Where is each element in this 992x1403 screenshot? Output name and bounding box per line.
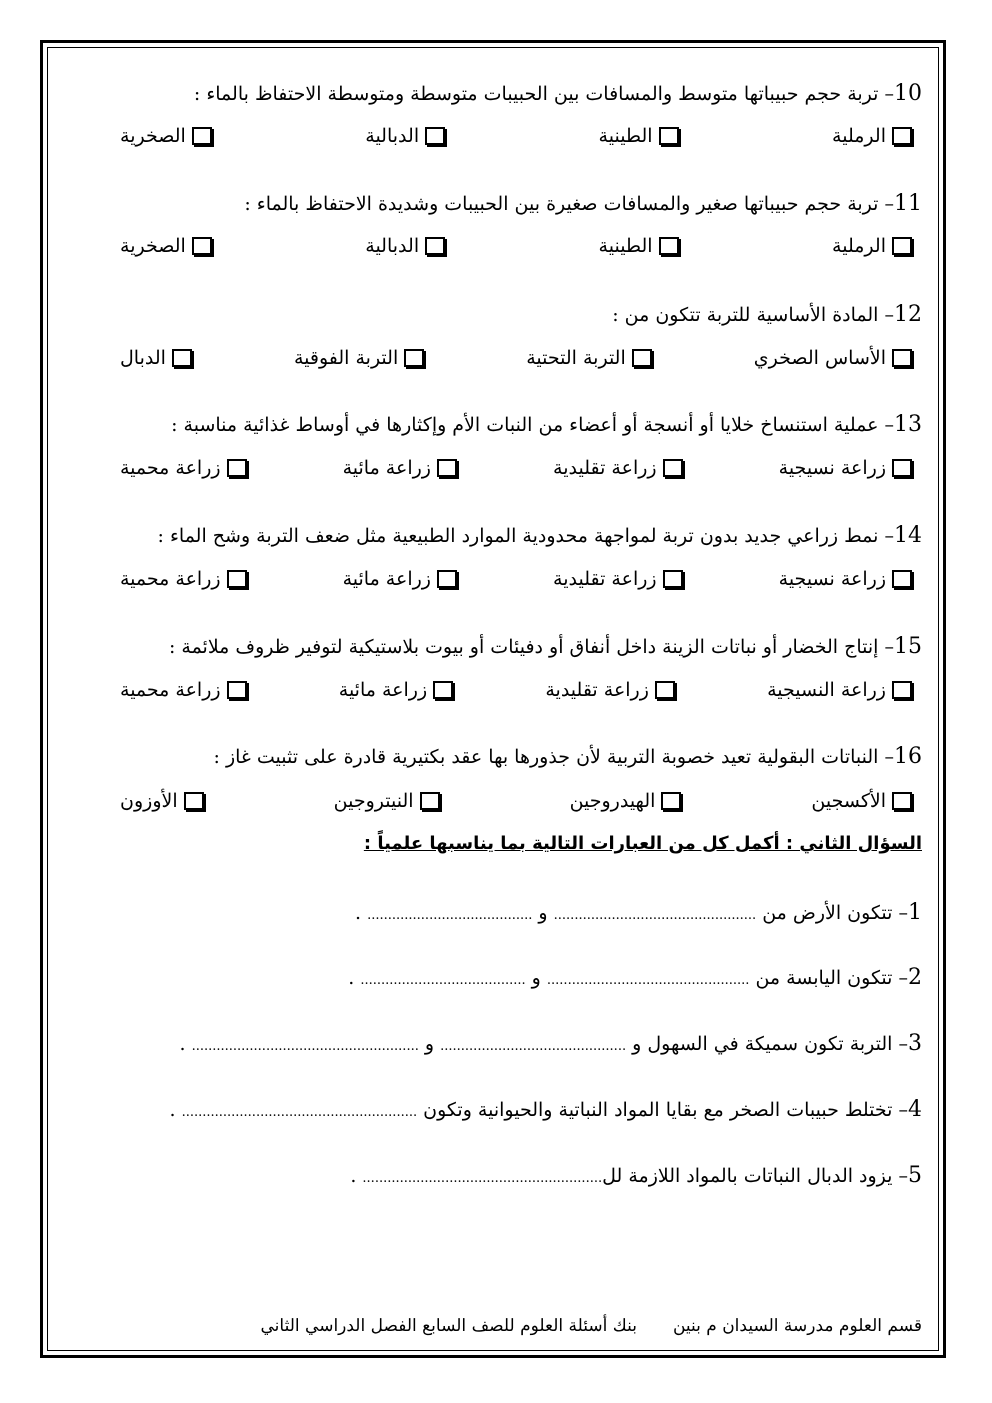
question-16: 16– النباتات البقولية تعيد خصوبة التربية لأن جذورها بها عقد بكتيرية قادرة على تثبيت غاز : xyxy=(213,744,922,769)
section-2-heading: السؤال الثاني : أكمل كل من العبارات التالية بما يناسبها علمياً : xyxy=(363,833,922,854)
fill-item-1: 1– تتكون الأرض من ................................................. و ........................................ . xyxy=(354,900,922,925)
checkbox[interactable] xyxy=(663,570,683,588)
checkbox[interactable] xyxy=(659,237,679,255)
option-tissue-culture[interactable]: زراعة نسيجية xyxy=(779,456,912,480)
option-subsoil[interactable]: التربة التحتية xyxy=(526,346,652,370)
checkbox[interactable] xyxy=(892,127,912,145)
checkbox[interactable] xyxy=(227,459,247,477)
option-traditional[interactable]: زراعة تقليدية xyxy=(553,456,683,480)
option-hydroponic[interactable]: زراعة مائية xyxy=(343,456,457,480)
question-15-options xyxy=(120,678,912,702)
checkbox[interactable] xyxy=(892,349,912,367)
option-hydrogen[interactable]: الهيدروجين xyxy=(570,789,682,813)
checkbox[interactable] xyxy=(437,459,457,477)
option-ozone[interactable]: الأوزون xyxy=(120,789,204,813)
checkbox[interactable] xyxy=(892,459,912,477)
option-rocky[interactable]: الصخرية xyxy=(120,124,212,148)
blank[interactable]: ................................................. xyxy=(553,908,757,923)
option-clay[interactable]: الطينية xyxy=(599,234,679,258)
question-10-options xyxy=(120,124,912,148)
checkbox[interactable] xyxy=(227,570,247,588)
fill-item-5: 5– يزود الدبال النباتات بالمواد اللازمة لل.......................................................... . xyxy=(350,1163,922,1188)
question-13-options xyxy=(120,456,912,480)
option-oxygen[interactable]: الأكسجين xyxy=(811,789,912,813)
checkbox[interactable] xyxy=(192,127,212,145)
option-tissue-culture[interactable]: زراعة النسيجية xyxy=(767,678,912,702)
option-sandy[interactable]: الرملية xyxy=(832,234,912,258)
footer-bank-title: بنك أسئلة العلوم للصف السابع الفصل الدراسي الثاني xyxy=(260,1316,637,1336)
option-protected[interactable]: زراعة محمية xyxy=(120,678,247,702)
footer-department: قسم العلوم مدرسة السيدان م بنين xyxy=(672,1316,922,1336)
option-traditional[interactable]: زراعة تقليدية xyxy=(553,567,683,591)
checkbox[interactable] xyxy=(659,127,679,145)
option-rocky[interactable]: الصخرية xyxy=(120,234,212,258)
checkbox[interactable] xyxy=(892,570,912,588)
question-14: 14– نمط زراعي جديد بدون تربة لمواجهة محدودية الموارد الطبيعية مثل ضعف التربة وشح الماء : xyxy=(157,523,922,548)
option-topsoil[interactable]: التربة الفوقية xyxy=(294,346,424,370)
option-bedrock[interactable]: الأساس الصخري xyxy=(754,346,912,370)
blank[interactable]: ................................................. xyxy=(546,973,750,988)
question-16-options xyxy=(120,789,912,813)
blank[interactable]: ....................................................... xyxy=(191,1039,419,1054)
checkbox[interactable] xyxy=(425,237,445,255)
question-11: 11– تربة حجم حبيباتها صغير والمسافات صغيرة بين الحبيبات وشديدة الاحتفاظ بالماء : xyxy=(244,191,922,216)
checkbox[interactable] xyxy=(437,570,457,588)
option-sandy[interactable]: الرملية xyxy=(832,124,912,148)
checkbox[interactable] xyxy=(892,681,912,699)
question-12-options xyxy=(120,346,912,370)
option-humus[interactable]: الدبالية xyxy=(365,234,445,258)
checkbox[interactable] xyxy=(172,349,192,367)
blank[interactable]: ............................................. xyxy=(440,1039,627,1054)
checkbox[interactable] xyxy=(420,792,440,810)
fill-item-2: 2– تتكون اليابسة من ................................................. و ........................................ . xyxy=(348,965,922,990)
question-15: 15– إنتاج الخضار أو نباتات الزينة داخل أنفاق أو دفيئات أو بيوت بلاستيكية لتوفير ظروف ملائمة : xyxy=(168,634,922,659)
checkbox[interactable] xyxy=(892,237,912,255)
blank[interactable]: ........................................ xyxy=(360,973,526,988)
option-nitrogen[interactable]: النيتروجين xyxy=(334,789,440,813)
blank[interactable]: ......................................................... xyxy=(181,1105,418,1120)
checkbox[interactable] xyxy=(425,127,445,145)
question-14-options xyxy=(120,567,912,591)
blank[interactable]: ........................................ xyxy=(367,908,533,923)
fill-item-3: 3– التربة تكون سميكة في السهول و ............................................. و ....................................................... . xyxy=(179,1031,922,1056)
checkbox[interactable] xyxy=(192,237,212,255)
option-hydroponic[interactable]: زراعة مائية xyxy=(343,567,457,591)
blank[interactable]: .......................................................... xyxy=(362,1171,603,1186)
question-11-options xyxy=(120,234,912,258)
fill-item-4: 4– تختلط حبيبات الصخر مع بقايا المواد النباتية والحيوانية وتكون ......................................................... . xyxy=(169,1097,922,1122)
checkbox[interactable] xyxy=(433,681,453,699)
checkbox[interactable] xyxy=(404,349,424,367)
option-tissue-culture[interactable]: زراعة نسيجية xyxy=(779,567,912,591)
checkbox[interactable] xyxy=(663,459,683,477)
checkbox[interactable] xyxy=(632,349,652,367)
option-hydroponic[interactable]: زراعة مائية xyxy=(339,678,453,702)
option-clay[interactable]: الطينية xyxy=(599,124,679,148)
checkbox[interactable] xyxy=(227,681,247,699)
option-humus[interactable]: الدبال xyxy=(120,346,192,370)
checkbox[interactable] xyxy=(892,792,912,810)
option-humus[interactable]: الدبالية xyxy=(365,124,445,148)
option-traditional[interactable]: زراعة تقليدية xyxy=(545,678,675,702)
checkbox[interactable] xyxy=(661,792,681,810)
option-protected[interactable]: زراعة محمية xyxy=(120,456,247,480)
checkbox[interactable] xyxy=(184,792,204,810)
question-13: 13– عملية استنساخ خلايا أو أنسجة أو أعضاء من النبات الأم وإكثارها في أوساط غذائية مناسبة : xyxy=(171,412,922,437)
option-protected[interactable]: زراعة محمية xyxy=(120,567,247,591)
checkbox[interactable] xyxy=(655,681,675,699)
question-12: 12– المادة الأساسية للتربة تتكون من : xyxy=(612,302,922,327)
question-10: 10– تربة حجم حبيباتها متوسط والمسافات بين الحبيبات متوسطة ومتوسطة الاحتفاظ بالماء : xyxy=(193,81,922,106)
